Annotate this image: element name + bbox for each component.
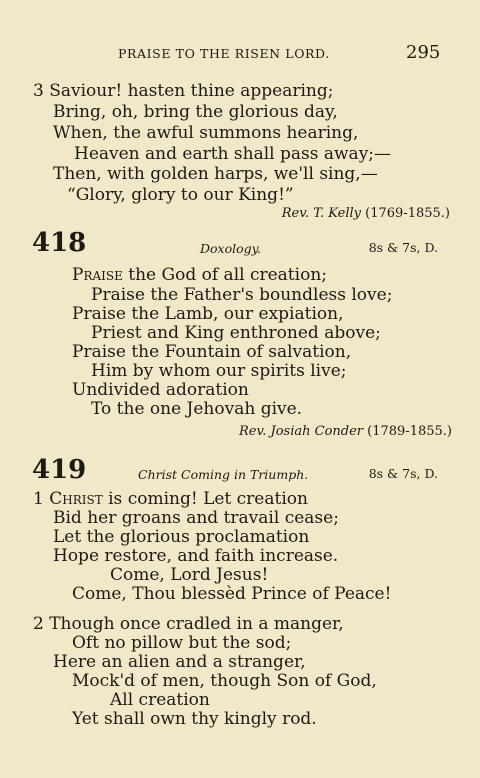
author-name: Rev. T. Kelly — [281, 206, 362, 221]
stanza-number: 1 — [33, 489, 44, 509]
author-years: (1769-1855.) — [365, 206, 450, 221]
first-word: Praise — [72, 265, 123, 285]
author-attribution — [282, 206, 450, 221]
hymn-title: Christ Coming in Triumph. — [138, 467, 309, 482]
hymn-line: Priest and King enthroned above; — [91, 323, 381, 343]
hymn-meter: 8s & 7s, D. — [368, 240, 438, 255]
hymn-line: Then, with golden harps, we'll sing,— — [53, 164, 378, 184]
hymn-title: Doxology. — [200, 241, 262, 256]
hymn-line: 3 Saviour! hasten thine appearing; — [33, 81, 334, 101]
author-attribution — [239, 424, 452, 439]
first-line-rest: is coming! Let creation — [102, 489, 308, 509]
hymn-line: “Glory, glory to our King!” — [67, 185, 294, 205]
hymn-number: 419 — [32, 455, 87, 485]
hymn-line: Him by whom our spirits live; — [91, 361, 347, 381]
hymn-line: 2 Though once cradled in a manger, — [33, 614, 344, 634]
hymn-line: All creation — [110, 690, 210, 710]
hymn-line: Undivided adoration — [72, 380, 249, 400]
first-word: Christ — [49, 489, 103, 509]
author-name: Rev. Josiah Conder — [238, 424, 364, 439]
hymn-line: Praise the Lamb, our expiation, — [72, 304, 344, 324]
hymn-line: Bid her groans and travail cease; — [53, 508, 339, 528]
hymn-line — [72, 266, 327, 285]
hymn-line: Let the glorious proclamation — [53, 527, 310, 547]
running-title: PRAISE TO THE RISEN LORD. — [118, 46, 330, 61]
hymn-line: Come, Lord Jesus! — [110, 565, 269, 585]
hymn-line: When, the awful summons hearing, — [53, 123, 359, 143]
hymn-line: Hope restore, and faith increase. — [53, 546, 339, 566]
hymn-line: Oft no pillow but the sod; — [72, 633, 292, 653]
hymn-line: Heaven and earth shall pass away;— — [74, 144, 392, 164]
hymn-line: Praise the Father's boundless love; — [91, 285, 393, 305]
hymn-line: Come, Thou blessèd Prince of Peace! — [72, 584, 392, 604]
hymn-meter: 8s & 7s, D. — [368, 466, 438, 481]
hymn-line: Mock'd of men, though Son of God, — [72, 671, 377, 691]
page-number: 295 — [406, 42, 441, 63]
hymn-line: To the one Jehovah give. — [91, 399, 303, 419]
hymn-line: Here an alien and a stranger, — [53, 652, 306, 672]
hymn-line: Bring, oh, bring the glorious day, — [53, 102, 338, 122]
hymn-number: 418 — [32, 228, 87, 258]
hymn-line — [33, 490, 308, 509]
hymn-line: Praise the Fountain of salvation, — [72, 342, 352, 362]
first-line-rest: the God of all creation; — [122, 265, 327, 285]
hymn-line: Yet shall own thy kingly rod. — [72, 709, 317, 729]
author-years: (1789-1855.) — [367, 424, 452, 439]
